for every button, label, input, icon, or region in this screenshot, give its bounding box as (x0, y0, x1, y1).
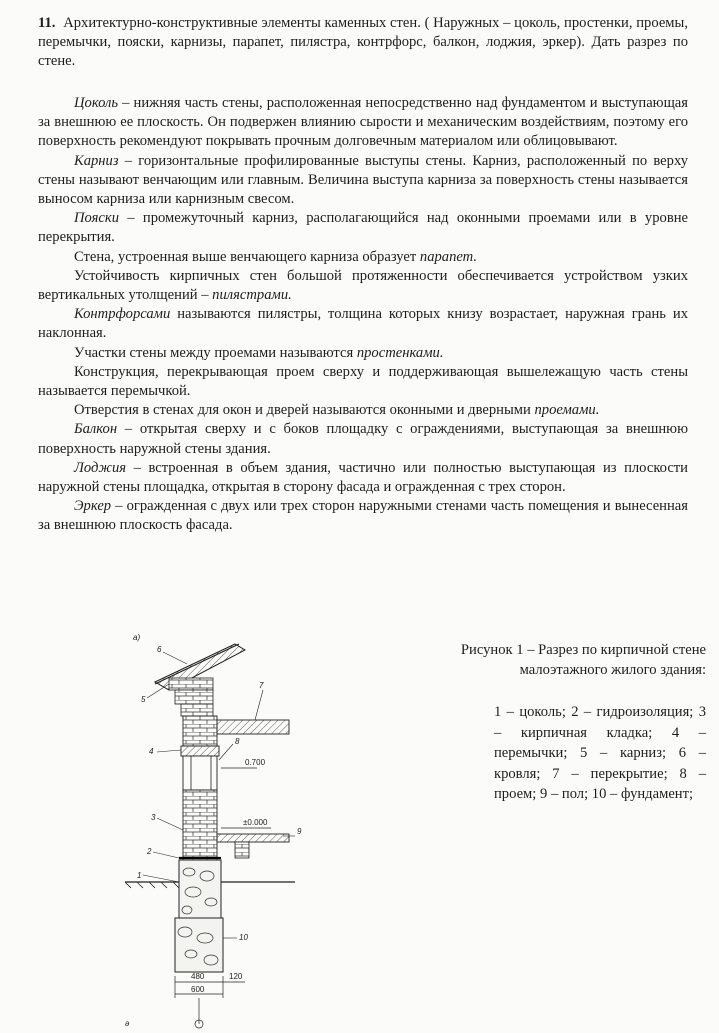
dim-total: 600 (191, 985, 205, 994)
window-opening (183, 756, 217, 790)
floor-support (235, 842, 249, 858)
level-floor: ±0.000 (243, 818, 268, 827)
paragraph-karniz (38, 152, 688, 210)
term: парапет. (419, 248, 478, 265)
term: Карниз (74, 152, 119, 169)
body-text (38, 94, 688, 536)
paragraph-peremychka (38, 363, 688, 401)
paragraph-poyaski (38, 209, 688, 247)
paragraph-prostenki (38, 344, 688, 363)
dim-outer: 120 (229, 972, 243, 981)
term: Цоколь (74, 95, 119, 111)
ceiling-slab (217, 720, 289, 734)
paragraph-erker (38, 497, 688, 535)
cornice-block (169, 678, 213, 690)
paragraph-lodzhiya (38, 459, 688, 497)
term: Лоджия (74, 459, 127, 476)
paragraph-parapet (38, 248, 688, 267)
paragraph-balkon (38, 420, 688, 458)
definition: – промежуточный карниз, располагающийся над оконными проемами или в уровне перекрытия. (38, 210, 688, 246)
label-8: 8 (235, 737, 240, 746)
label-4: 4 (149, 747, 154, 756)
label-6: 6 (157, 645, 162, 654)
term: Пояски (74, 210, 120, 227)
section-number: 11. (38, 15, 56, 31)
label-9: 9 (297, 827, 302, 836)
paragraph-proemy (38, 401, 688, 420)
definition: Отверстия в стенах для окон и дверей называются оконными и дверными (74, 402, 535, 419)
label-1: 1 (137, 871, 142, 880)
term: Балкон (74, 421, 118, 438)
label-10: 10 (239, 933, 248, 942)
dim-inner: 480 (191, 972, 205, 981)
lintel (181, 746, 219, 756)
paragraph-kontrfors (38, 305, 688, 343)
bottom-mark: ə (125, 1019, 130, 1028)
wall-section-drawing (95, 620, 395, 1032)
label-7: 7 (259, 681, 264, 690)
figure-legend: 1 – цоколь; 2 – гидроизоляция; 3 – кирпичная кладка; 4 – перемычки; 5 – карниз; 6 – кровля; 7 – перекрытие; 8 – проем; 9 – пол; 10 – фундамент; (494, 704, 706, 802)
wall-section-figure (95, 620, 395, 1032)
ground-hatch (125, 882, 179, 888)
definition: – огражденная с двух или трех сторон наружными стенами часть помещения и вынесенная за внешнюю плоскость фасада. (38, 498, 688, 534)
level-top: 0.700 (245, 758, 266, 767)
label-3: 3 (151, 813, 156, 822)
paragraph-pilyastra (38, 267, 688, 305)
definition: Устойчивость кирпичных стен большой протяженности обеспечивается устройством узких вертикальных утолщений – (38, 267, 688, 304)
definition: – горизонтальные профилированные выступы стены. Карниз, расположенный по верху стены называют венчающим или главным. Величина выступа карниза за поверхность стены называется выносом карниза или карнизным свесом. (38, 152, 688, 208)
definition: Конструкция, перекрывающая проем сверху и поддерживающая вышележащую часть стены называется перемычкой. (38, 363, 688, 400)
definition: Участки стены между проемами называются (74, 344, 357, 361)
definition: – встроенная в объем здания, частично или полностью выступающая из плоскости наружной стены площадка, открытая в сторону фасада и огражденная с трех сторон. (38, 459, 688, 496)
definition: называются пилястры, толщина которых книзу возрастает, наружная грань их наклонная. (38, 306, 688, 342)
definition: – нижняя часть стены, расположенная непосредственно над фундаментом и выступающая за внешнюю ее плоскость. Он подвержен влиянию сырости и механическим воздействиям, поэтому его поверхность рекомендуют покрывать прочным долговечным материалом или облицовывают. (38, 95, 688, 150)
cornice-block (175, 690, 213, 704)
section-heading (38, 14, 688, 71)
brick-wall-upper (183, 716, 217, 746)
label-2: 2 (147, 847, 152, 856)
label-5: 5 (141, 695, 146, 704)
cornice-block (181, 704, 213, 716)
definition: Стена, устроенная выше венчающего карниза образует (74, 248, 420, 265)
panel-label: а) (133, 633, 141, 642)
paragraph-cokol (38, 94, 688, 152)
figure-caption: Рисунок 1 – Разрез по кирпичной стене малоэтажного жилого здания: (460, 642, 706, 678)
section-title: Архитектурно-конструктивные элементы каменных стен. ( Наружных – цоколь, простенки, проемы, перемычки, пояски, карнизы, парапет, пилястра, контрфорс, балкон, лоджия, эркер). Дать разрез по стене. (38, 15, 688, 69)
term: Эркер (74, 498, 112, 515)
term: проемами. (534, 402, 600, 419)
term: пилястрами. (212, 287, 292, 304)
floor-slab (217, 834, 289, 842)
definition: – открытая сверху и с боков площадку с ограждениями, выступающая за внешнюю поверхность наружной стены здания. (38, 421, 688, 457)
term: простенками. (356, 344, 444, 361)
term: Контрфорсами (74, 306, 171, 323)
